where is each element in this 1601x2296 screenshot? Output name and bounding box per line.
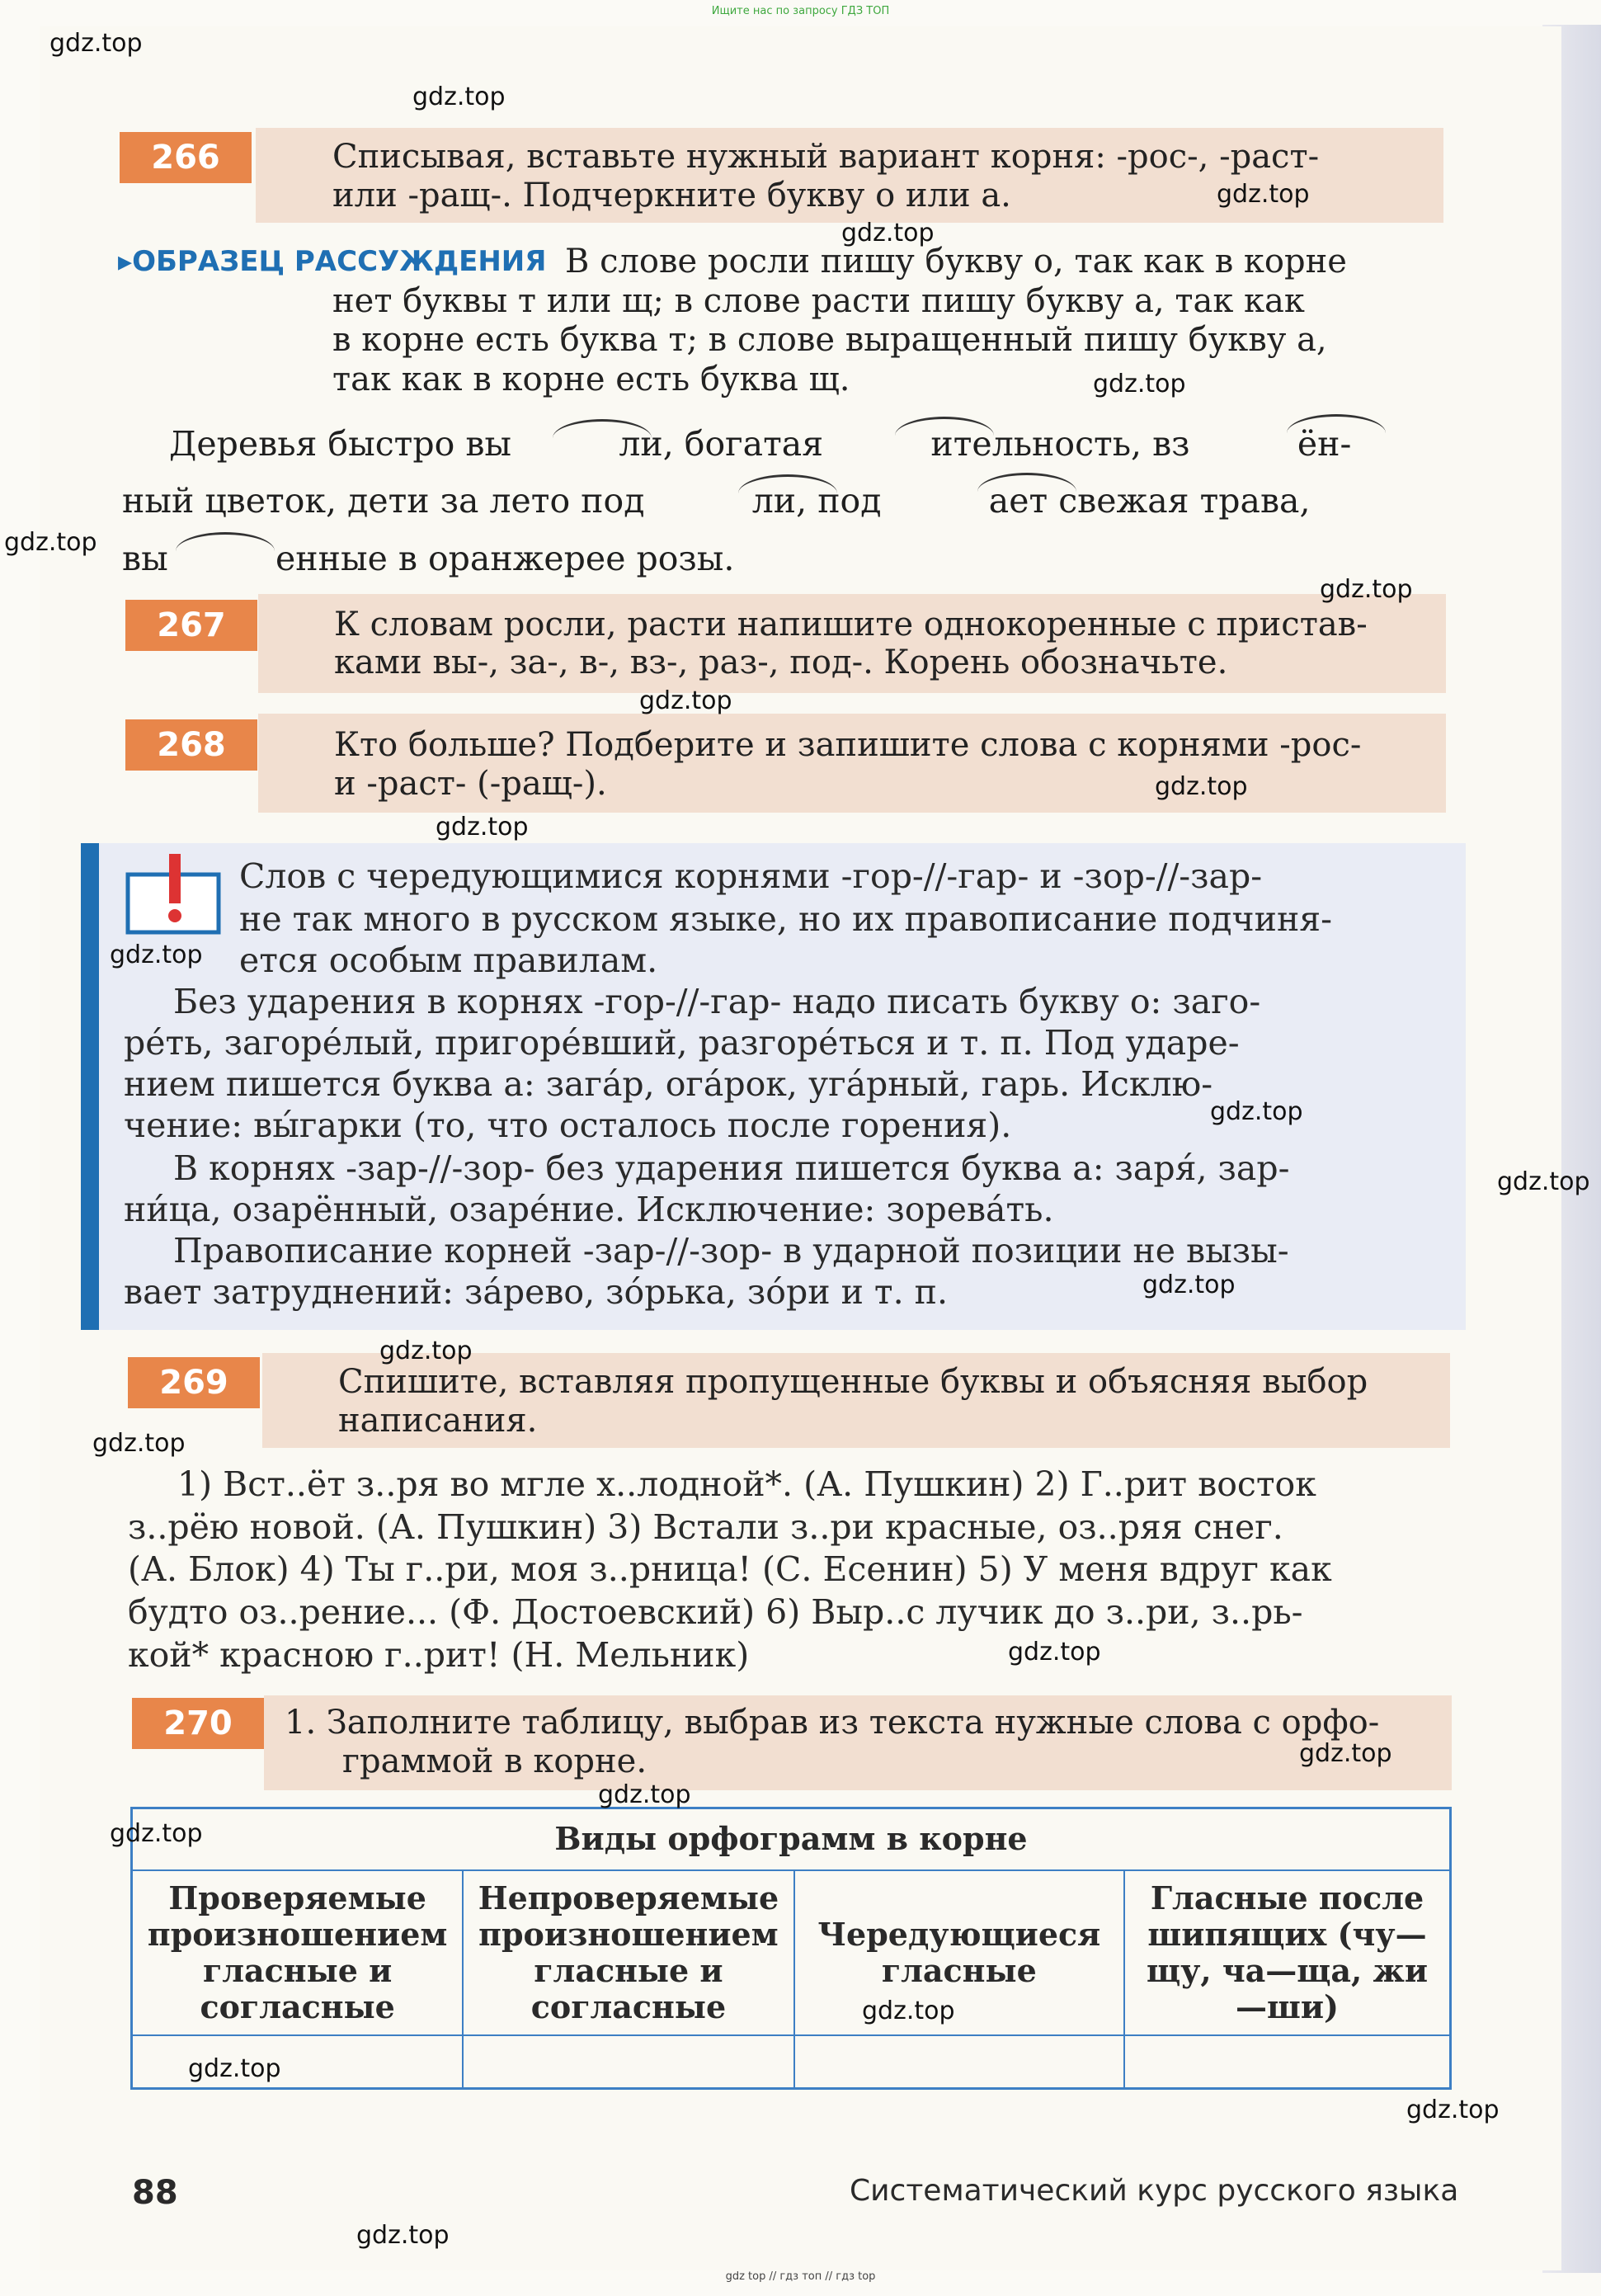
- task-267-line2: ками вы-, за-, в-, вз-, раз-, под-. Корень обозначьте.: [334, 644, 1228, 681]
- watermark: gdz.top: [379, 1337, 473, 1365]
- orthogram-table: [130, 1807, 1452, 2090]
- table-cell: [463, 2035, 793, 2089]
- task-270-number: 270: [132, 1698, 264, 1749]
- top-hint: Ищите нас по запросу ГДЗ ТОП: [711, 5, 890, 17]
- table-header-alternating: Чередующиеся гласные: [794, 1870, 1124, 2035]
- table-cell: [1124, 2035, 1451, 2089]
- rule-line10: Правописание корней -зар-//-зор- в ударной позиции не вызы-: [173, 1231, 1289, 1271]
- task-270-line1: 1. Заполните таблицу, выбрав из текста нужные слова с орфо-: [285, 1704, 1380, 1742]
- exercise-266-line3: вы енные в оранжерее розы.: [122, 539, 735, 578]
- bottom-hint: gdz top // гдз топ // гдз top: [725, 2270, 876, 2283]
- watermark: gdz.top: [1008, 1638, 1101, 1667]
- task-268-number: 268: [125, 719, 257, 771]
- rule-line1: Слов с чередующимися корнями -гор-//-гар- и -зор-//-зар-: [239, 856, 1263, 896]
- rule-line6: нием пишется буква а: зага́р, ога́рок, уга́рный, гарь. Исклю-: [124, 1064, 1213, 1104]
- watermark: gdz.top: [639, 686, 732, 715]
- table-header-uncheckable: Непроверяемые произношением гласные и согласные: [463, 1870, 793, 2035]
- task-269-line2: написания.: [338, 1402, 538, 1440]
- watermark: gdz.top: [356, 2221, 450, 2250]
- table-title: Виды орфограмм в корне: [132, 1808, 1451, 1870]
- watermark: gdz.top: [1142, 1271, 1236, 1299]
- watermark: gdz.top: [1299, 1739, 1392, 1768]
- watermark: gdz.top: [1497, 1167, 1590, 1196]
- watermark: gdz.top: [862, 1997, 955, 2025]
- watermark: gdz.top: [4, 528, 97, 557]
- table-header-after-sibilants: Гласные после шипящих (чу—щу, ча—ща, жи—ши): [1124, 1870, 1451, 2035]
- watermark: gdz.top: [841, 219, 935, 248]
- rule-line8: В корнях -зар-//-зор- без ударения пишется буква а: заря́, зар-: [173, 1148, 1290, 1188]
- task-268-line1: Кто больше? Подберите и запишите слова с корнями -рос-: [334, 726, 1362, 764]
- task-266-instruction-line1: Списывая, вставьте нужный вариант корня: -рос-, -раст-: [332, 138, 1320, 176]
- rule-line3: ется особым правилам.: [239, 941, 658, 980]
- sample-reasoning-label: ▸ОБРАЗЕЦ РАССУЖДЕНИЯ: [118, 245, 547, 278]
- watermark: gdz.top: [188, 2054, 281, 2083]
- rule-line7: чение: вы́гарки (то, что осталось после горения).: [124, 1106, 1012, 1145]
- watermark: gdz.top: [1320, 575, 1413, 604]
- exercise-269-line1: 1) Вст..ёт з..ря во мгле х..лодной*. (А. Пушкин) 2) Г..рит восток: [177, 1464, 1316, 1504]
- watermark: gdz.top: [110, 941, 203, 969]
- watermark: gdz.top: [1155, 772, 1248, 801]
- watermark: gdz.top: [1406, 2096, 1500, 2124]
- task-266-number: 266: [120, 132, 252, 183]
- sample-line3: в корне есть буква т; в слове выращенный пишу букву а,: [332, 321, 1327, 359]
- rule-line4: Без ударения в корнях -гор-//-гар- надо писать букву о: заго-: [173, 982, 1261, 1021]
- rule-line11: вает затруднений: за́рево, зо́рька, зо́ри и т. п.: [124, 1272, 949, 1312]
- rule-line2: не так много в русском языке, но их правописание подчиня-: [239, 899, 1333, 939]
- task-267-line1: К словам росли, расти напишите однокоренные с пристав-: [334, 606, 1368, 644]
- rule-line9: ни́ца, озарённый, озаре́ние. Исключение: зорева́ть.: [124, 1190, 1054, 1229]
- watermark: gdz.top: [110, 1819, 203, 1848]
- exclamation-book-icon: [124, 854, 223, 936]
- table-header-checkable: Проверяемые произношением гласные и согласные: [132, 1870, 464, 2035]
- exercise-269-line5: кой* красною г..рит! (Н. Мельник): [128, 1635, 750, 1675]
- task-269-line1: Спишите, вставляя пропущенные буквы и объясняя выбор: [338, 1363, 1368, 1401]
- watermark: gdz.top: [49, 29, 143, 58]
- task-269-number: 269: [128, 1357, 260, 1408]
- page-number: 88: [132, 2174, 178, 2212]
- task-268-line2: и -раст- (-ращ-).: [334, 765, 607, 803]
- exercise-269-line2: з..рёю новой. (А. Пушкин) 3) Встали з..ри красные, оз..ряя снег.: [128, 1507, 1283, 1547]
- watermark: gdz.top: [1217, 180, 1310, 209]
- task-266-instruction-line2: или -ращ-. Подчеркните букву о или а.: [332, 177, 1011, 215]
- rule-line5: ре́ть, загоре́лый, пригоре́вший, разгоре́ться и т. п. Под ударе-: [124, 1023, 1240, 1063]
- table-cell: [794, 2035, 1124, 2089]
- exercise-266-line2: ный цветок, дети за лето под ли, под ает свежая трава,: [122, 481, 1311, 521]
- sample-line1: В слове росли пишу букву о, так как в корне: [565, 243, 1347, 281]
- watermark: gdz.top: [598, 1780, 691, 1809]
- watermark: gdz.top: [92, 1429, 186, 1458]
- exercise-269-line4: будто оз..рение... (Ф. Достоевский) 6) Выр..с лучик до з..ри, з..рь-: [128, 1592, 1303, 1632]
- watermark: gdz.top: [1093, 370, 1186, 398]
- task-270-line2: граммой в корне.: [342, 1742, 647, 1780]
- sample-line2: нет буквы т или щ; в слове расти пишу букву а, так как: [332, 282, 1305, 320]
- watermark: gdz.top: [412, 83, 506, 111]
- exercise-269-line3: (А. Блок) 4) Ты г..ри, моя з..рница! (С. Есенин) 5) У меня вдруг как: [128, 1549, 1332, 1589]
- watermark: gdz.top: [1210, 1097, 1303, 1126]
- exercise-266-line1: Деревья быстро вы ли, богатая ительность, вз ён-: [169, 424, 1352, 464]
- sample-line4: так как в корне есть буква щ.: [332, 361, 850, 398]
- course-title: Систематический курс русского языка: [850, 2174, 1459, 2208]
- table-cell: [132, 2035, 464, 2089]
- watermark: gdz.top: [436, 813, 529, 842]
- task-267-number: 267: [125, 600, 257, 651]
